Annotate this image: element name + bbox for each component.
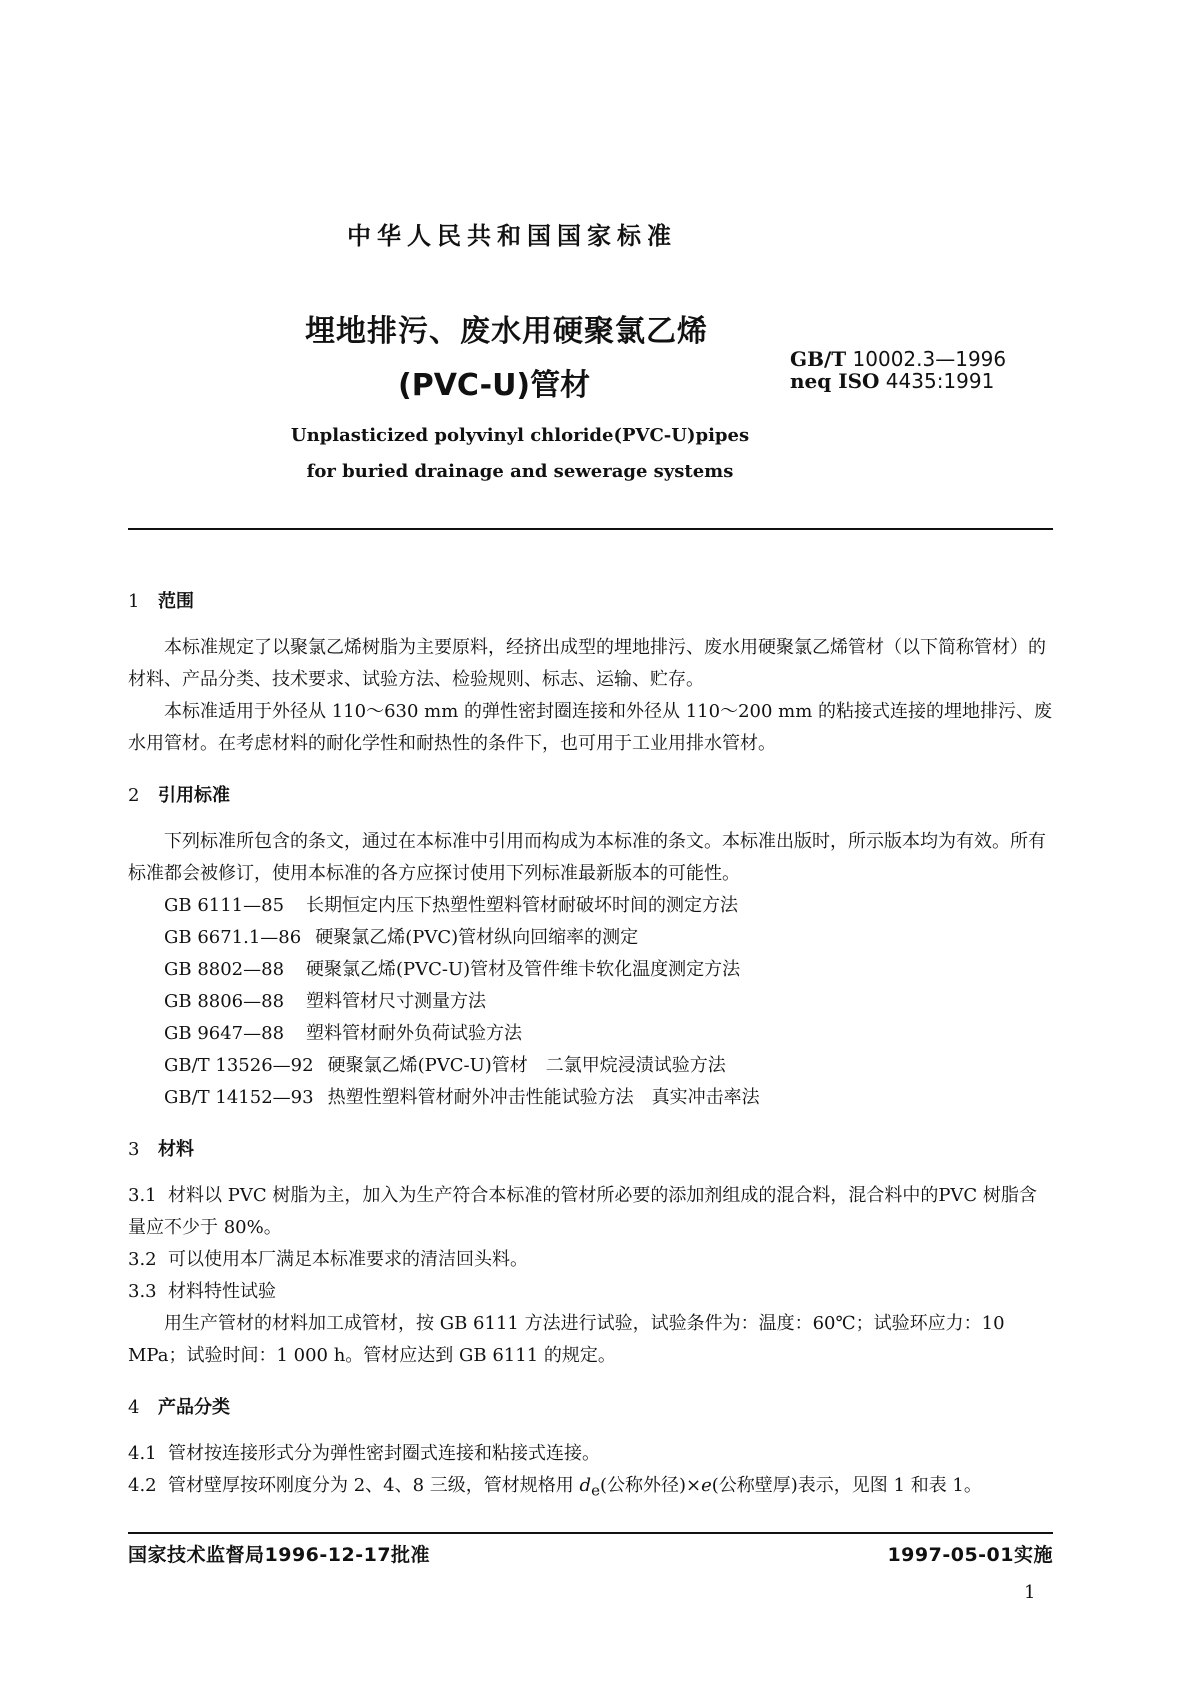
title-chinese-line2: (PVC-U)管材 <box>398 368 591 403</box>
paragraph: 本标准适用于外径从 110～630 mm 的弹性密封圈连接和外径从 110～200 mm 的粘接式连接的埋地排污、废水用管材。在考虑材料的耐化学性和耐热性的条件下，也可用于工业用排水管材。 <box>128 701 1053 754</box>
approval-date: 国家技术监督局1996-12-17批准 <box>128 1544 431 1566</box>
reference-item: GB/T 14152—93 热塑性塑料管材耐外冲击性能试验方法 真实冲击率法 <box>164 1087 760 1108</box>
title-english-line1: Unplasticized polyvinyl chloride(PVC-U)pipes <box>290 425 750 446</box>
standard-code-block <box>790 348 1006 392</box>
document-body <box>128 586 1053 1507</box>
page-number: 1 <box>1024 1582 1036 1603</box>
effective-date: 1997-05-01实施 <box>887 1544 1053 1566</box>
standard-number <box>790 348 1006 370</box>
standard-code-value: 10002.3—1996 <box>852 347 1007 371</box>
clause-3-2: 3.2 可以使用本厂满足本标准要求的清洁回头料。 <box>128 1249 528 1270</box>
reference-item: GB 9647—88 塑料管材耐外负荷试验方法 <box>164 1023 522 1044</box>
reference-item: GB 8802—88 硬聚氯乙烯(PVC-U)管材及管件维卡软化温度测定方法 <box>164 959 741 980</box>
paragraph: 本标准规定了以聚氯乙烯树脂为主要原料，经挤出成型的埋地排污、废水用硬聚氯乙烯管材（以下简称管材）的材料、产品分类、技术要求、试验方法、检验规则、标志、运输、贮存。 <box>128 637 1046 690</box>
standard-code-label: GB/T <box>790 347 847 371</box>
section-heading-scope: 1 范围 <box>128 591 194 612</box>
paragraph: 用生产管材的材料加工成管材，按 GB 6111 方法进行试验，试验条件为：温度：60℃；试验环应力：10 MPa；试验时间：1 000 h。管材应达到 GB 6111 的规定。 <box>128 1313 1005 1366</box>
equivalent-label: neq ISO <box>790 369 880 393</box>
equivalent-value: 4435:1991 <box>885 369 995 393</box>
section-heading-classification: 4 产品分类 <box>128 1397 230 1418</box>
section-heading-materials: 3 材料 <box>128 1139 194 1160</box>
reference-item: GB/T 13526—92 硬聚氯乙烯(PVC-U)管材 二氯甲烷浸渍试验方法 <box>164 1055 726 1076</box>
title-chinese-line1: 埋地排污、废水用硬聚氯乙烯 <box>305 314 708 349</box>
clause-4-2: 4.2 管材壁厚按环刚度分为 2、4、8 三级，管材规格用 $d_e$(公称外径)×e(公称壁厚)表示，见图 1 和表 1。 <box>128 1475 982 1500</box>
clause-3-3: 3.3 材料特性试验 <box>128 1281 276 1302</box>
title-english-line2: for buried drainage and sewerage systems <box>306 461 734 482</box>
footer-divider <box>128 1532 1053 1534</box>
reference-item: GB 8806—88 塑料管材尺寸测量方法 <box>164 991 486 1012</box>
reference-item: GB 6671.1—86 硬聚氯乙烯(PVC)管材纵向回缩率的测定 <box>164 927 639 948</box>
clause-3-1: 3.1 材料以 PVC 树脂为主，加入为生产符合本标准的管材所必要的添加剂组成的混合料，混合料中的PVC 树脂含量应不少于 80%。 <box>128 1185 1037 1238</box>
clause-4-1: 4.1 管材按连接形式分为弹性密封圈式连接和粘接式连接。 <box>128 1443 600 1464</box>
equivalent-standard <box>790 370 1006 392</box>
header-divider <box>128 528 1053 530</box>
reference-item: GB 6111—85 长期恒定内压下热塑性塑料管材耐破坏时间的测定方法 <box>164 895 738 916</box>
title-english <box>240 418 800 490</box>
issuing-authority: 中华人民共和国国家标准 <box>347 222 677 250</box>
paragraph: 下列标准所包含的条文，通过在本标准中引用而构成为本标准的条文。本标准出版时，所示版本均为有效。所有标准都会被修订，使用本标准的各方应探讨使用下列标准最新版本的可能性。 <box>128 831 1046 884</box>
section-heading-references: 2 引用标准 <box>128 785 230 806</box>
